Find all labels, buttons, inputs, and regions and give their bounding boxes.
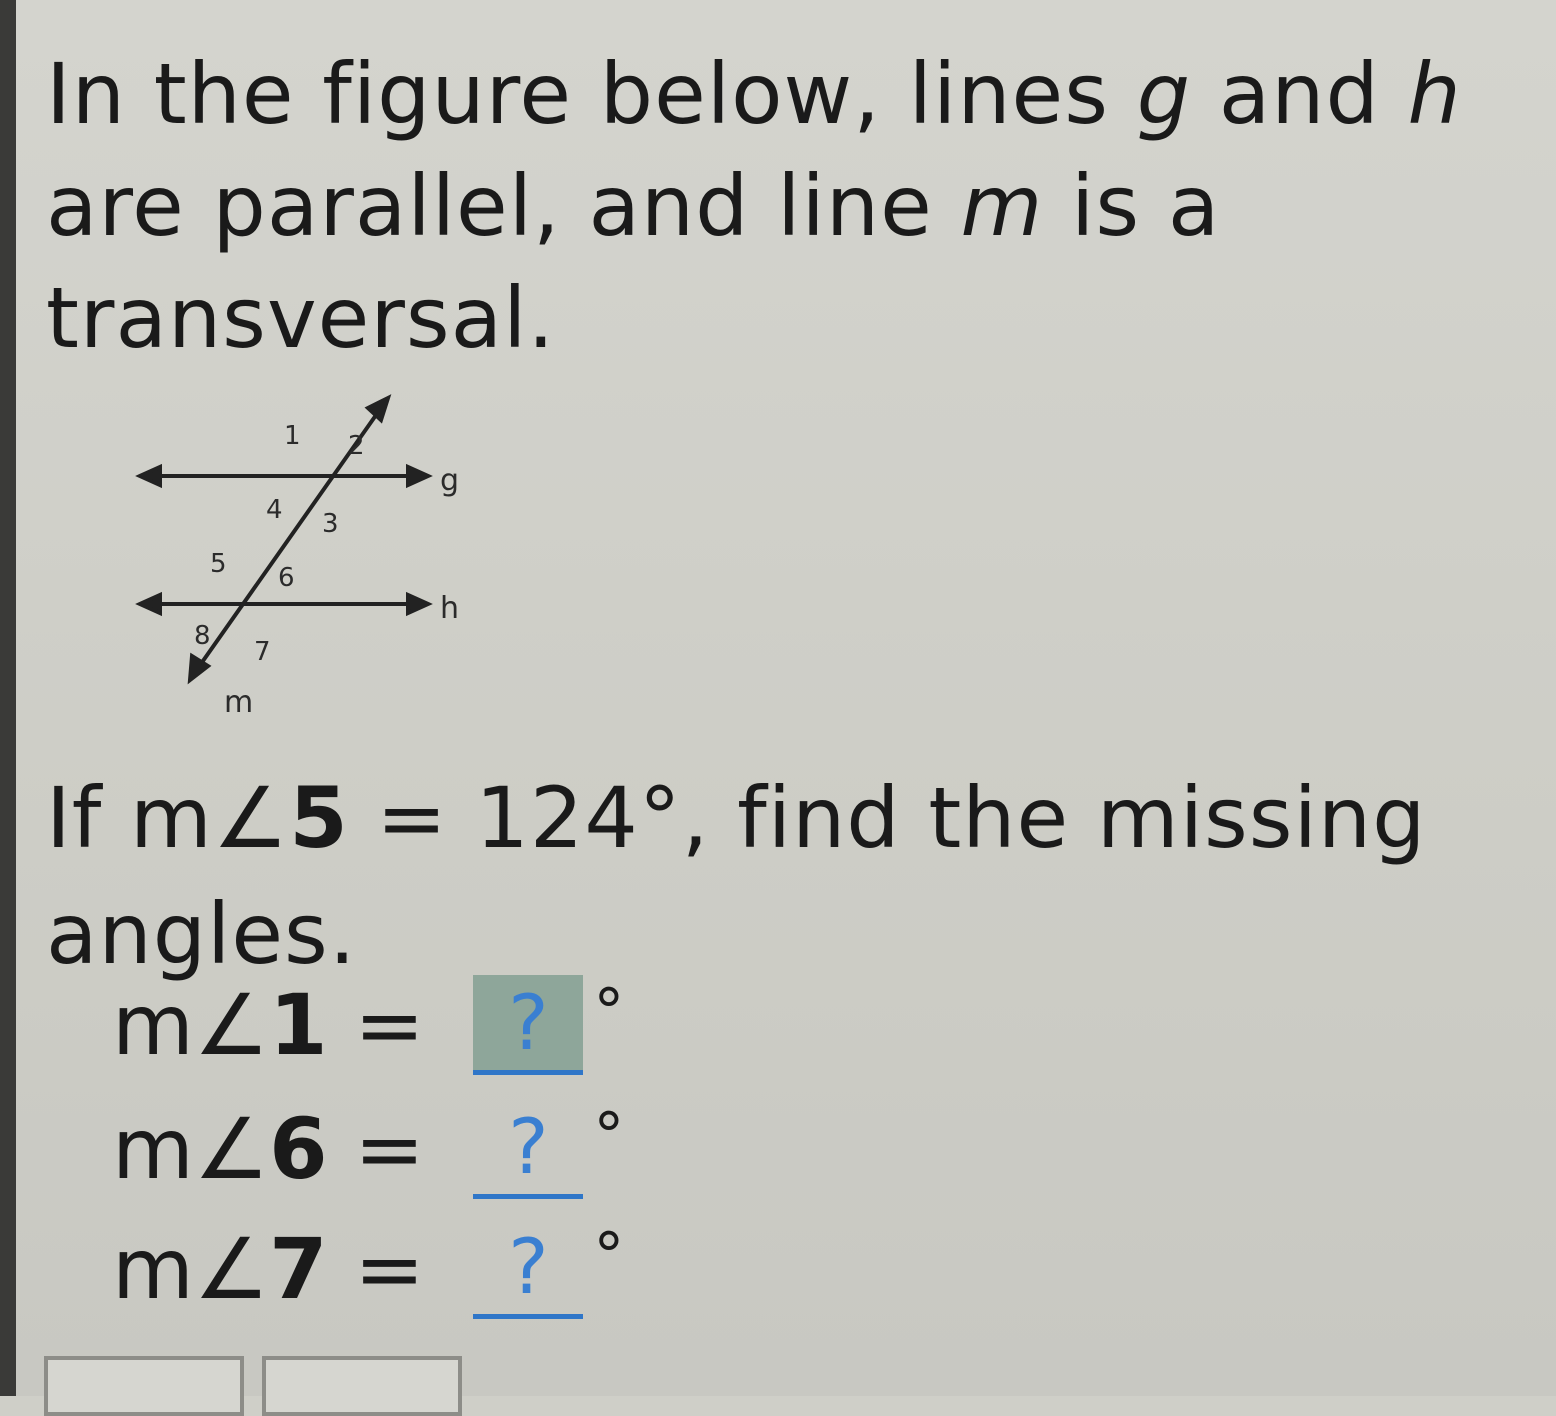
angle-label-7: 7 (254, 637, 271, 667)
angle-label-5: 5 (210, 549, 227, 579)
angle-6-input[interactable]: ? (473, 1099, 583, 1199)
angle-label-6: 6 (278, 563, 295, 593)
answer-row-angle-7 (112, 1214, 624, 1324)
degree-symbol: ° (593, 1098, 625, 1172)
transversal-figure (126, 390, 486, 730)
line-g-label: g (440, 463, 460, 498)
line-g-right-arrow (408, 467, 428, 485)
line-h-right-arrow (408, 595, 428, 613)
degree-symbol: ° (593, 1218, 625, 1292)
degree-symbol: ° (593, 974, 625, 1048)
line-g-left-arrow (140, 467, 160, 485)
left-edge-bar (0, 0, 16, 1396)
line-m-label: m (224, 685, 254, 720)
angle-7-input[interactable]: ? (473, 1219, 583, 1319)
answer-row-angle-6 (112, 1094, 624, 1204)
question-panel (16, 0, 1556, 1396)
question-text: If m∠5 = 124°, find the missing angles. (46, 769, 1427, 983)
line-h-label: h (440, 591, 460, 626)
answer-label-angle-7: m∠7 = (112, 1220, 452, 1318)
angle-1-input[interactable]: ? (473, 975, 583, 1075)
line-h-left-arrow (140, 595, 160, 613)
answer-label-angle-6: m∠6 = (112, 1100, 452, 1198)
bottom-button-2[interactable] (262, 1356, 462, 1416)
bottom-button-1[interactable] (44, 1356, 244, 1416)
answer-row-angle-1 (112, 970, 624, 1080)
angle-label-3: 3 (322, 509, 339, 539)
angle-label-2: 2 (348, 431, 365, 461)
angle-label-1: 1 (284, 421, 301, 451)
angle-label-8: 8 (194, 621, 211, 651)
problem-statement: In the figure below, lines g and h are parallel, and line m is a transversal. (46, 45, 1462, 367)
answer-label-angle-1: m∠1 = (112, 976, 452, 1074)
angle-label-4: 4 (266, 495, 283, 525)
line-m-top-arrow (368, 398, 388, 420)
